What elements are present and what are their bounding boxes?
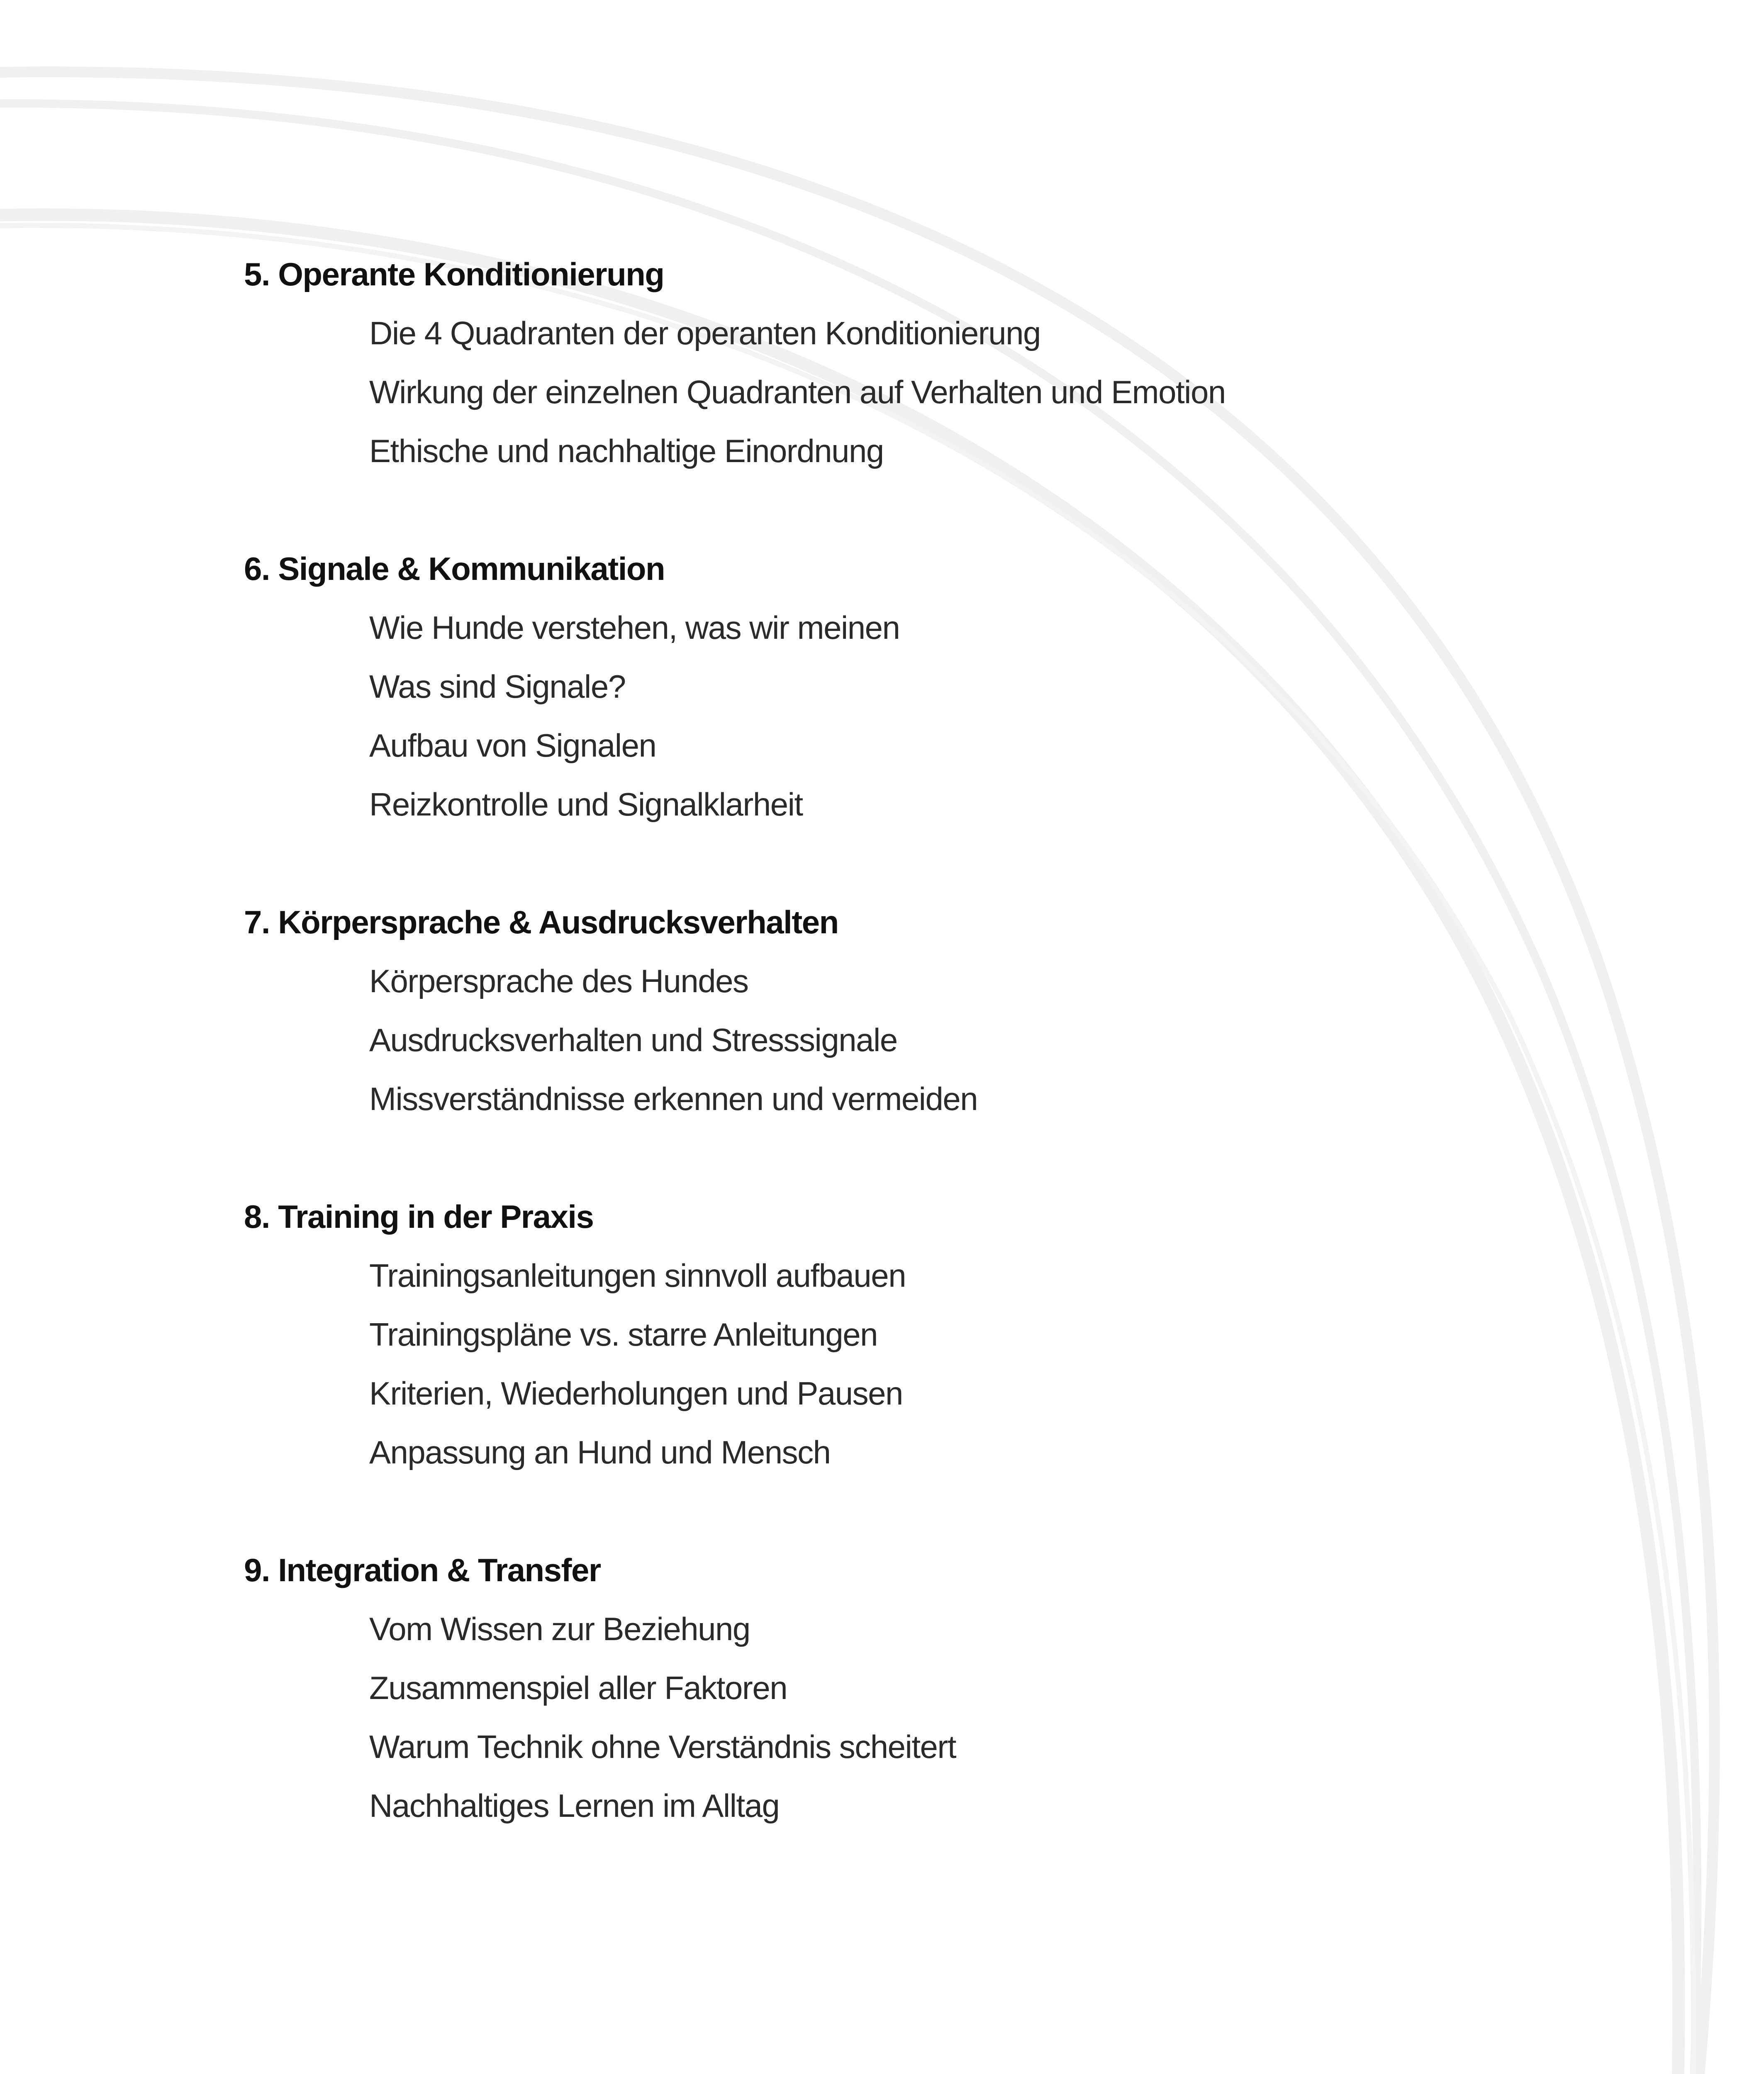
section-heading: 5. Operante Konditionierung (244, 256, 664, 292)
toc-entry: Nachhaltiges Lernen im Alltag (369, 1787, 780, 1824)
toc-entry: Körpersprache des Hundes (369, 963, 748, 999)
toc-section-5 (244, 245, 1572, 480)
toc-section-7 (244, 893, 1572, 1128)
toc-entry: Trainingspläne vs. starre Anleitungen (369, 1316, 878, 1353)
toc-entry: Ethische und nachhaltige Einordnung (369, 433, 884, 469)
toc-entry: Anpassung an Hund und Mensch (369, 1434, 831, 1470)
toc-entry: Ausdrucksverhalten und Stresssignale (369, 1022, 897, 1058)
toc-section-6 (244, 539, 1572, 834)
section-heading: 6. Signale & Kommunikation (244, 550, 665, 587)
toc-entry: Trainingsanleitungen sinnvoll aufbauen (369, 1257, 906, 1294)
toc-entry: Missverständnisse erkennen und vermeiden (369, 1081, 978, 1117)
toc-entry: Was sind Signale? (369, 668, 626, 705)
section-heading: 8. Training in der Praxis (244, 1198, 594, 1235)
toc-entry: Wie Hunde verstehen, was wir meinen (369, 609, 900, 646)
toc-entry: Wirkung der einzelnen Quadranten auf Verhalten und Emotion (369, 374, 1226, 410)
toc-entry: Warum Technik ohne Verständnis scheitert (369, 1728, 956, 1765)
toc-section-9 (244, 1541, 1572, 1835)
toc-entry: Vom Wissen zur Beziehung (369, 1611, 750, 1647)
section-heading: 7. Körpersprache & Ausdrucksverhalten (244, 904, 838, 940)
toc-entry: Aufbau von Signalen (369, 727, 656, 764)
toc-entry: Die 4 Quadranten der operanten Konditionierung (369, 315, 1040, 351)
section-heading: 9. Integration & Transfer (244, 1552, 601, 1588)
toc-entry: Zusammenspiel aller Faktoren (369, 1670, 787, 1706)
table-of-contents (244, 245, 1572, 1894)
toc-section-8 (244, 1187, 1572, 1482)
toc-entry: Reizkontrolle und Signalklarheit (369, 786, 803, 823)
toc-entry: Kriterien, Wiederholungen und Pausen (369, 1375, 903, 1412)
